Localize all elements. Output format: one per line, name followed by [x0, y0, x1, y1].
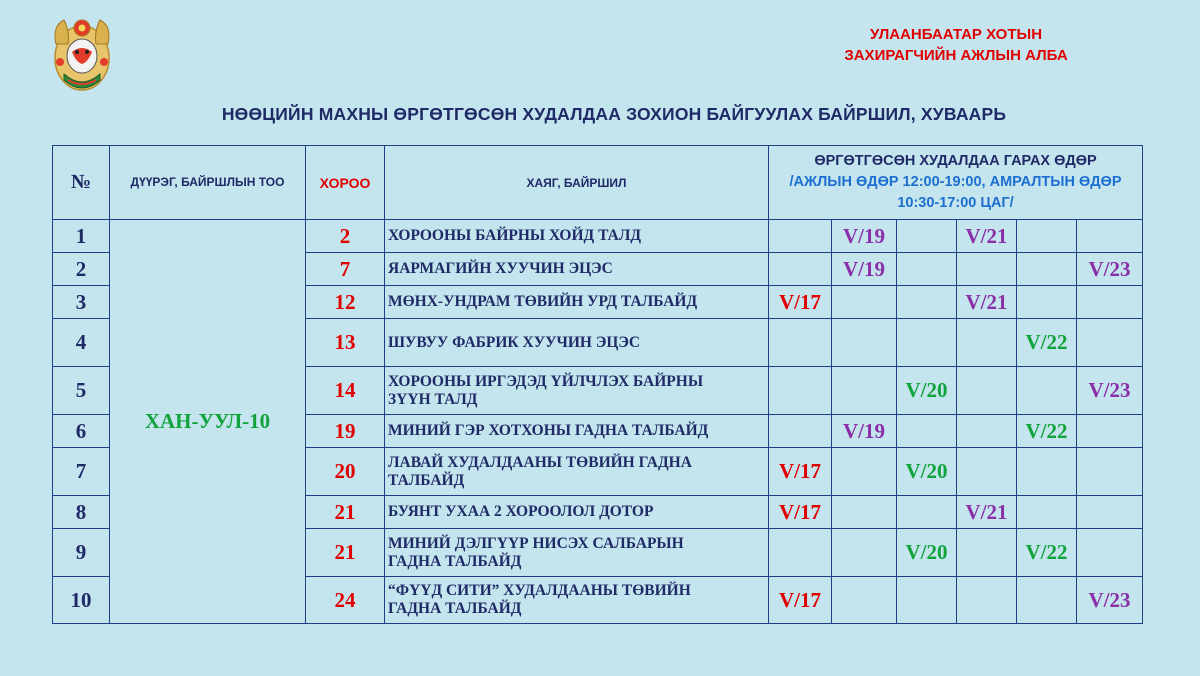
address-line: МИНИЙ ДЭЛГҮҮР НИСЭХ САЛБАРЫН [388, 534, 684, 552]
district-cell: ХАН-УУЛ-10 [110, 220, 306, 624]
date-cell [1017, 220, 1077, 253]
date-cell [957, 448, 1017, 496]
date-cell [832, 319, 897, 367]
date-cell [832, 496, 897, 529]
schedule-table [52, 145, 1143, 624]
khoroo-cell: 12 [306, 286, 385, 319]
address-cell [385, 529, 769, 577]
date-cell: V/20 [897, 367, 957, 415]
address-line: МИНИЙ ГЭР ХОТХОНЫ ГАДНА ТАЛБАЙД [388, 422, 709, 439]
org-line-2: ЗАХИРАГЧИЙН АЖЛЫН АЛБА [844, 47, 1068, 64]
address-cell [385, 253, 769, 286]
address-cell [385, 577, 769, 624]
row-number: 8 [53, 496, 110, 529]
date-cell [769, 529, 832, 577]
row-number: 3 [53, 286, 110, 319]
date-cell [769, 319, 832, 367]
khoroo-cell: 20 [306, 448, 385, 496]
date-cell [1017, 496, 1077, 529]
khoroo-cell: 21 [306, 496, 385, 529]
date-cell [1077, 448, 1143, 496]
date-cell [897, 319, 957, 367]
date-cell: V/22 [1017, 415, 1077, 448]
date-cell: V/23 [1077, 253, 1143, 286]
address-line: ТАЛБАЙД [388, 471, 465, 489]
header-district: ДҮҮРЭГ, БАЙРШЛЫН ТОО [110, 146, 306, 220]
row-number: 9 [53, 529, 110, 577]
address-line: “ФҮҮД СИТИ” ХУДАЛДААНЫ ТӨВИЙН [388, 582, 691, 599]
header-khoroo: ХОРОО [306, 146, 385, 220]
date-cell [957, 529, 1017, 577]
khoroo-cell: 2 [306, 220, 385, 253]
row-number: 4 [53, 319, 110, 367]
date-cell: V/22 [1017, 319, 1077, 367]
date-cell: V/19 [832, 415, 897, 448]
date-cell [1017, 367, 1077, 415]
address-line: ЛАВАЙ ХУДАЛДААНЫ ТӨВИЙН ГАДНА [388, 453, 692, 471]
date-cell: V/22 [1017, 529, 1077, 577]
ulaanbaatar-emblem-icon [50, 14, 114, 96]
date-cell: V/17 [769, 577, 832, 624]
row-number: 10 [53, 577, 110, 624]
date-cell [1077, 415, 1143, 448]
address-cell [385, 415, 769, 448]
page-title: НӨӨЦИЙН МАХНЫ ӨРГӨТГӨСӨН ХУДАЛДАА ЗОХИОН БАЙГУУЛАХ БАЙРШИЛ, ХУВААРЬ [221, 104, 1007, 124]
date-cell [832, 286, 897, 319]
date-cell [832, 577, 897, 624]
date-cell [1017, 577, 1077, 624]
address-line: ЯАРМАГИЙН ХУУЧИН ЭЦЭС [388, 260, 613, 277]
date-cell: V/20 [897, 448, 957, 496]
table-row [53, 220, 1143, 253]
date-cell: V/21 [957, 286, 1017, 319]
date-cell [957, 367, 1017, 415]
date-cell [957, 253, 1017, 286]
header-schedule-hours: /АЖЛЫН ӨДӨР 12:00-19:00, АМРАЛТЫН ӨДӨР 10:30-17:00 ЦАГ/ [789, 174, 1122, 211]
address-cell [385, 448, 769, 496]
khoroo-cell: 14 [306, 367, 385, 415]
address-line: ШУВУУ ФАБРИК ХУУЧИН ЭЦЭС [388, 333, 641, 351]
date-cell [832, 367, 897, 415]
date-cell [1077, 286, 1143, 319]
date-cell [769, 415, 832, 448]
date-cell [769, 253, 832, 286]
address-cell [385, 319, 769, 367]
organization-name [776, 24, 1136, 66]
date-cell: V/20 [897, 529, 957, 577]
address-line: ГАДНА ТАЛБАЙД [388, 600, 522, 617]
address-cell [385, 496, 769, 529]
date-cell [1077, 220, 1143, 253]
date-cell [897, 577, 957, 624]
header-schedule [769, 146, 1143, 220]
date-cell [832, 448, 897, 496]
address-line: ХОРООНЫ БАЙРНЫ ХОЙД ТАЛД [388, 227, 642, 244]
date-cell: V/19 [832, 220, 897, 253]
date-cell: V/19 [832, 253, 897, 286]
address-line: МӨНХ-УНДРАМ ТӨВИЙН УРД ТАЛБАЙД [388, 293, 698, 310]
khoroo-cell: 19 [306, 415, 385, 448]
org-line-1: УЛААНБААТАР ХОТЫН [869, 26, 1043, 43]
date-cell [897, 415, 957, 448]
row-number: 6 [53, 415, 110, 448]
date-cell [1017, 286, 1077, 319]
date-cell [957, 577, 1017, 624]
date-cell: V/17 [769, 286, 832, 319]
row-number: 5 [53, 367, 110, 415]
khoroo-cell: 13 [306, 319, 385, 367]
header-number: № [53, 146, 110, 220]
address-line: ГАДНА ТАЛБАЙД [388, 552, 522, 570]
date-cell [897, 286, 957, 319]
date-cell [957, 415, 1017, 448]
date-cell: V/21 [957, 496, 1017, 529]
header-address: ХАЯГ, БАЙРШИЛ [385, 146, 769, 220]
date-cell [1077, 319, 1143, 367]
address-cell [385, 286, 769, 319]
date-cell [1077, 496, 1143, 529]
date-cell: V/17 [769, 496, 832, 529]
date-cell: V/23 [1077, 367, 1143, 415]
date-cell [897, 220, 957, 253]
date-cell [957, 319, 1017, 367]
address-line: ЗҮҮН ТАЛД [388, 390, 478, 408]
date-cell [769, 220, 832, 253]
date-cell: V/21 [957, 220, 1017, 253]
row-number: 7 [53, 448, 110, 496]
table-header-row [53, 146, 1143, 220]
khoroo-cell: 21 [306, 529, 385, 577]
row-number: 2 [53, 253, 110, 286]
date-cell [769, 367, 832, 415]
date-cell [1077, 529, 1143, 577]
address-line: БУЯНТ УХАА 2 ХОРООЛОЛ ДОТОР [388, 503, 654, 520]
date-cell: V/17 [769, 448, 832, 496]
header-schedule-title: ӨРГӨТГӨСӨН ХУДАЛДАА ГАРАХ ӨДӨР [814, 153, 1097, 169]
date-cell [832, 529, 897, 577]
khoroo-cell: 24 [306, 577, 385, 624]
date-cell [897, 253, 957, 286]
date-cell: V/23 [1077, 577, 1143, 624]
address-cell [385, 367, 769, 415]
address-line: ХОРООНЫ ИРГЭДЭД ҮЙЛЧЛЭХ БАЙРНЫ [388, 372, 704, 390]
row-number: 1 [53, 220, 110, 253]
date-cell [897, 496, 957, 529]
date-cell [1017, 253, 1077, 286]
address-cell [385, 220, 769, 253]
khoroo-cell: 7 [306, 253, 385, 286]
date-cell [1017, 448, 1077, 496]
